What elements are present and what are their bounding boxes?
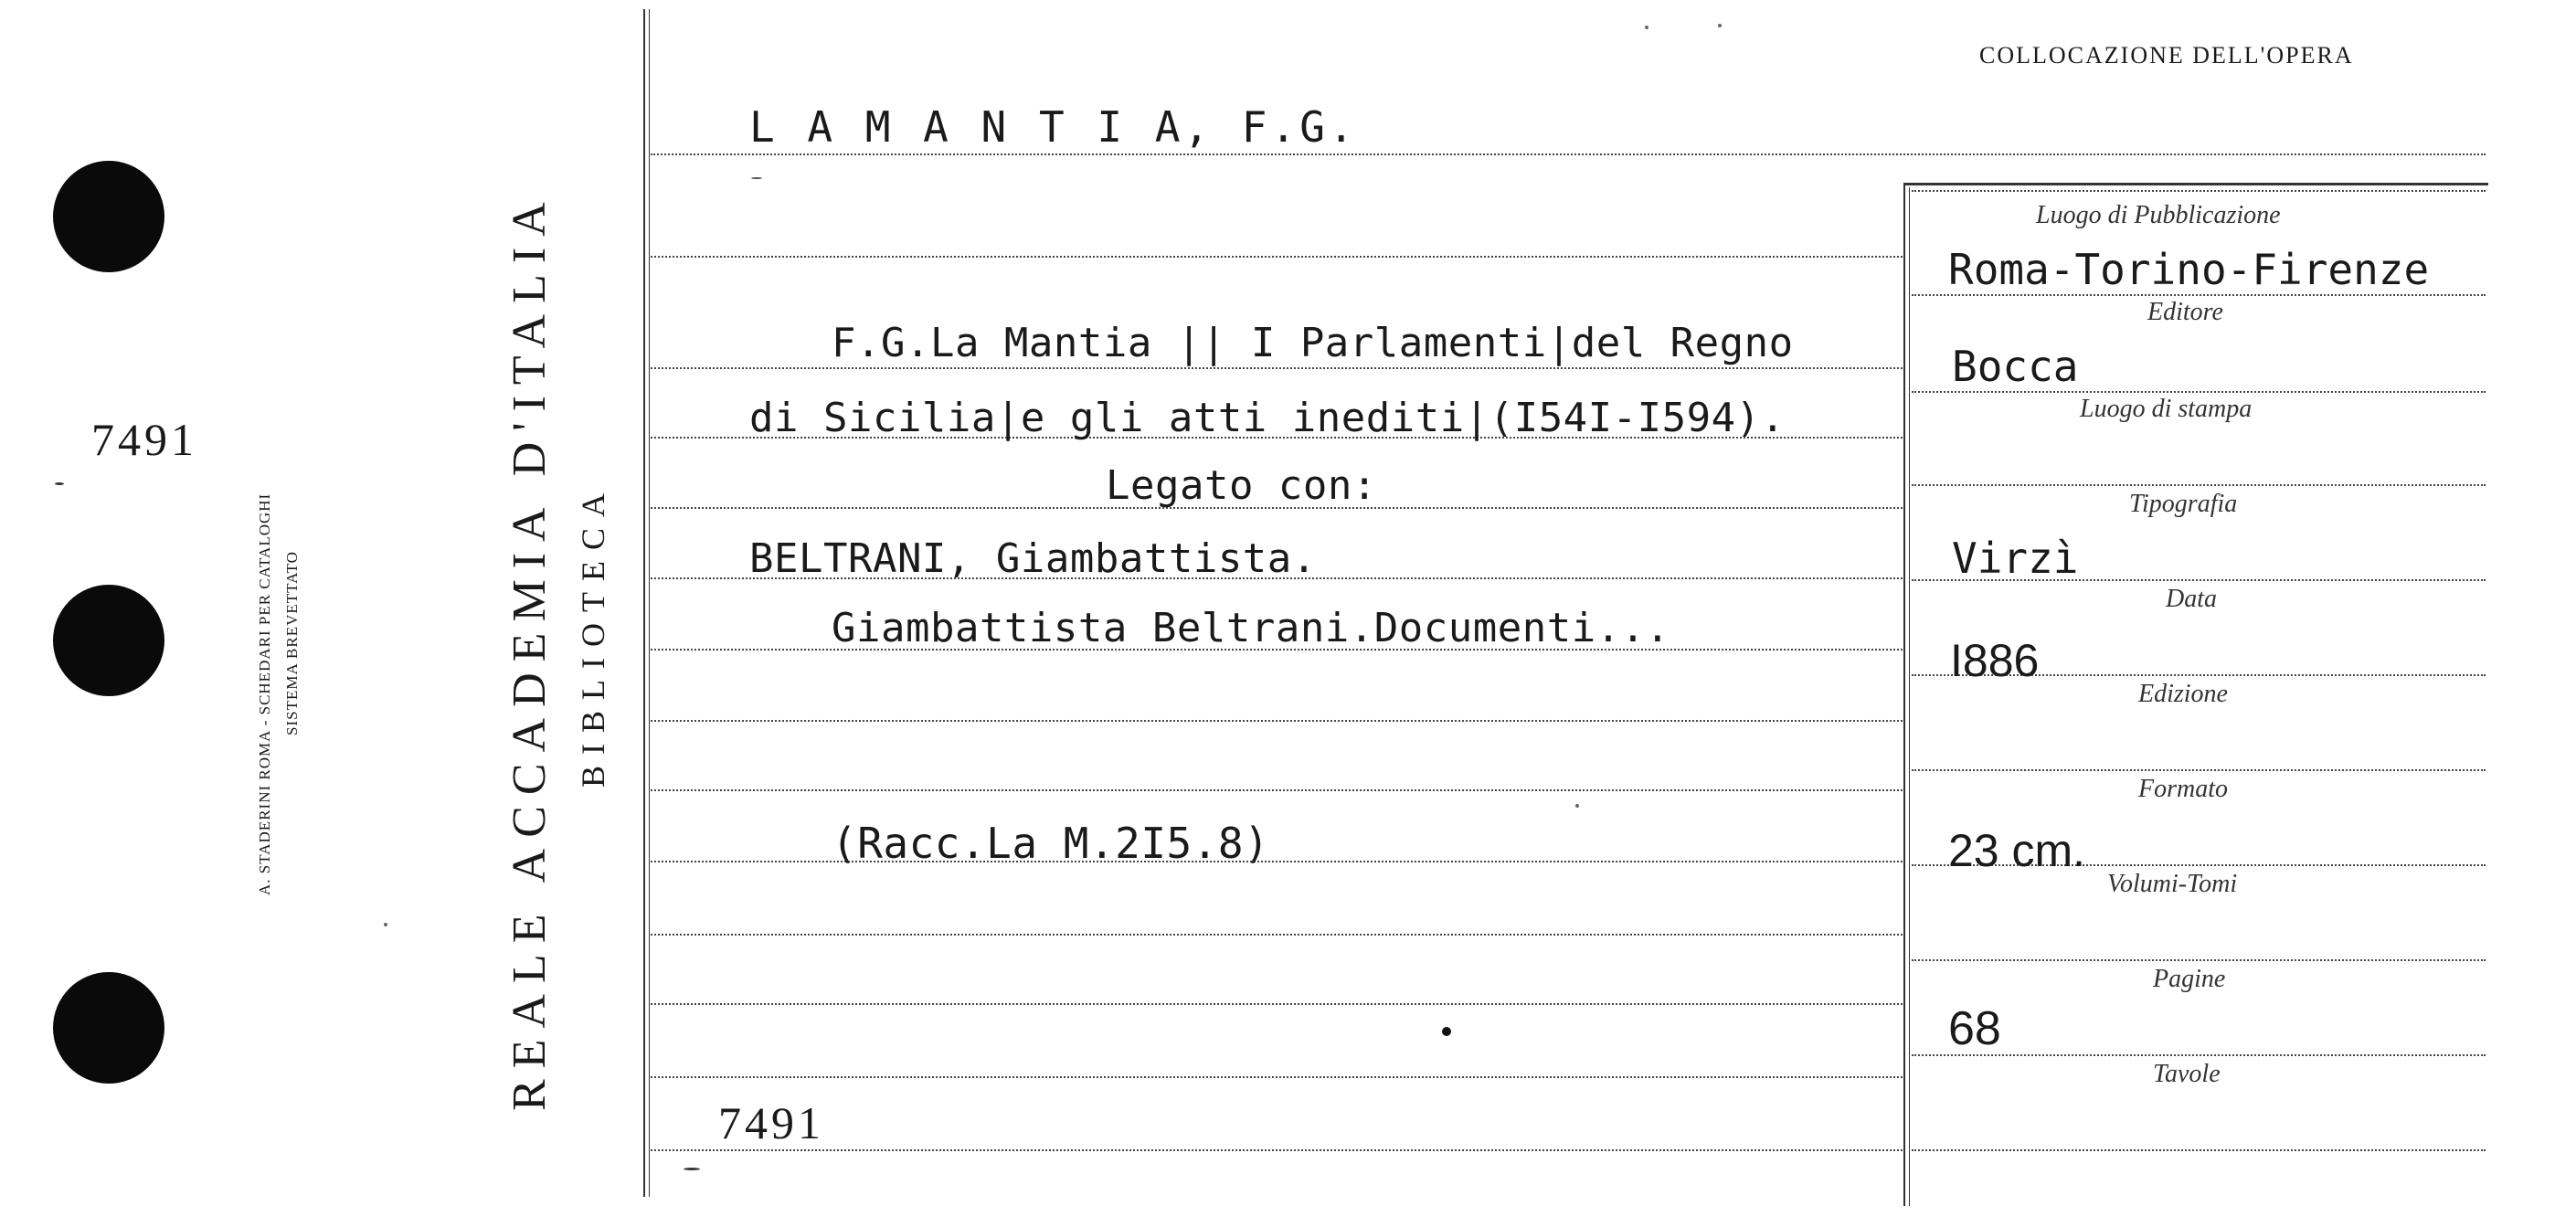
second-author: BELTRANI, Giambattista. <box>749 535 1317 582</box>
field-label-editore: Editore <box>2147 298 2223 326</box>
ruled-line <box>651 367 1903 369</box>
field-label-volumi-tomi: Volumi-Tomi <box>2107 870 2238 898</box>
field-column-line-inner <box>1909 187 1910 1206</box>
field-ruled-line <box>1912 190 2486 192</box>
printer-note-line2: SISTEMA BREVETTATO <box>283 551 301 735</box>
field-ruled-line <box>1912 294 2486 296</box>
second-title: Giambattista Beltrani.Documenti... <box>832 605 1670 651</box>
paper-speck <box>55 482 64 485</box>
field-label-luogo-pubblicazione: Luogo di Pubblicazione <box>2036 201 2281 229</box>
library-label: BIBLIOTECA <box>575 482 611 788</box>
paper-speck <box>1718 24 1722 27</box>
field-label-tipografia: Tipografia <box>2129 490 2238 518</box>
field-ruled-line <box>1912 769 2486 771</box>
ruled-line <box>651 789 1903 791</box>
punch-hole-middle <box>53 585 164 696</box>
ruled-line <box>651 256 1903 258</box>
bound-with-label: Legato con: <box>1106 462 1377 509</box>
institution-name: REALE ACCADEMIA D'ITALIA <box>504 191 556 1111</box>
field-ruled-line <box>1912 1149 2486 1151</box>
paper-speck <box>751 177 762 179</box>
ruled-line <box>651 153 2486 155</box>
field-label-luogo-stampa: Luogo di stampa <box>2080 395 2253 423</box>
left-frame-line-inner <box>649 9 650 1197</box>
left-frame-line <box>643 9 645 1197</box>
paper-speck <box>1442 1027 1451 1036</box>
ruled-line <box>651 1003 1903 1005</box>
field-label-formato: Formato <box>2138 775 2228 803</box>
field-ruled-line <box>1912 484 2486 486</box>
author-heading: L A M A N T I A, F.G. <box>749 102 1358 152</box>
ruled-line <box>651 1149 1903 1151</box>
field-label-tavole: Tavole <box>2153 1060 2221 1088</box>
title-line-2: di Sicilia|e gli atti inediti|(I54I-I594). <box>749 395 1786 441</box>
ruled-line <box>651 720 1903 722</box>
field-label-edizione: Edizione <box>2138 680 2228 708</box>
paper-speck <box>1645 26 1648 29</box>
shelfmark: (Racc.La M.2I5.8) <box>832 819 1270 868</box>
field-column-top-border <box>1903 183 2488 185</box>
field-value-data: I886 <box>1950 635 2040 686</box>
field-label-data: Data <box>2166 585 2217 613</box>
field-value-tipografia: Virzì <box>1952 534 2079 583</box>
title-line-1: F.G.La Mantia || I Parlamenti|del Regno <box>832 320 1794 366</box>
ruled-line <box>651 934 1903 936</box>
field-value-editore: Bocca <box>1952 342 2079 391</box>
paper-speck <box>684 1168 700 1170</box>
collocation-header: COLLOCAZIONE DELL'OPERA <box>1979 42 2354 69</box>
field-label-pagine: Pagine <box>2153 965 2226 993</box>
catalog-number-left: 7491 <box>91 414 197 465</box>
field-value-pagine: 68 <box>1948 1002 2001 1055</box>
paper-speck <box>1575 804 1579 808</box>
punch-hole-top <box>53 161 164 272</box>
catalog-number-bottom: 7491 <box>718 1097 824 1148</box>
printer-note-line1: A. STADERINI ROMA - SCHEDARI PER CATALOGHI <box>256 492 273 895</box>
field-column-line <box>1903 183 1905 1206</box>
punch-hole-bottom <box>53 972 164 1084</box>
paper-speck <box>384 923 387 926</box>
field-ruled-line <box>1912 391 2486 393</box>
field-value-formato: 23 cm. <box>1948 825 2086 876</box>
field-ruled-line <box>1912 959 2486 961</box>
ruled-line <box>651 1076 1903 1078</box>
field-value-luogo-pubblicazione: Roma-Torino-Firenze <box>1948 245 2430 294</box>
